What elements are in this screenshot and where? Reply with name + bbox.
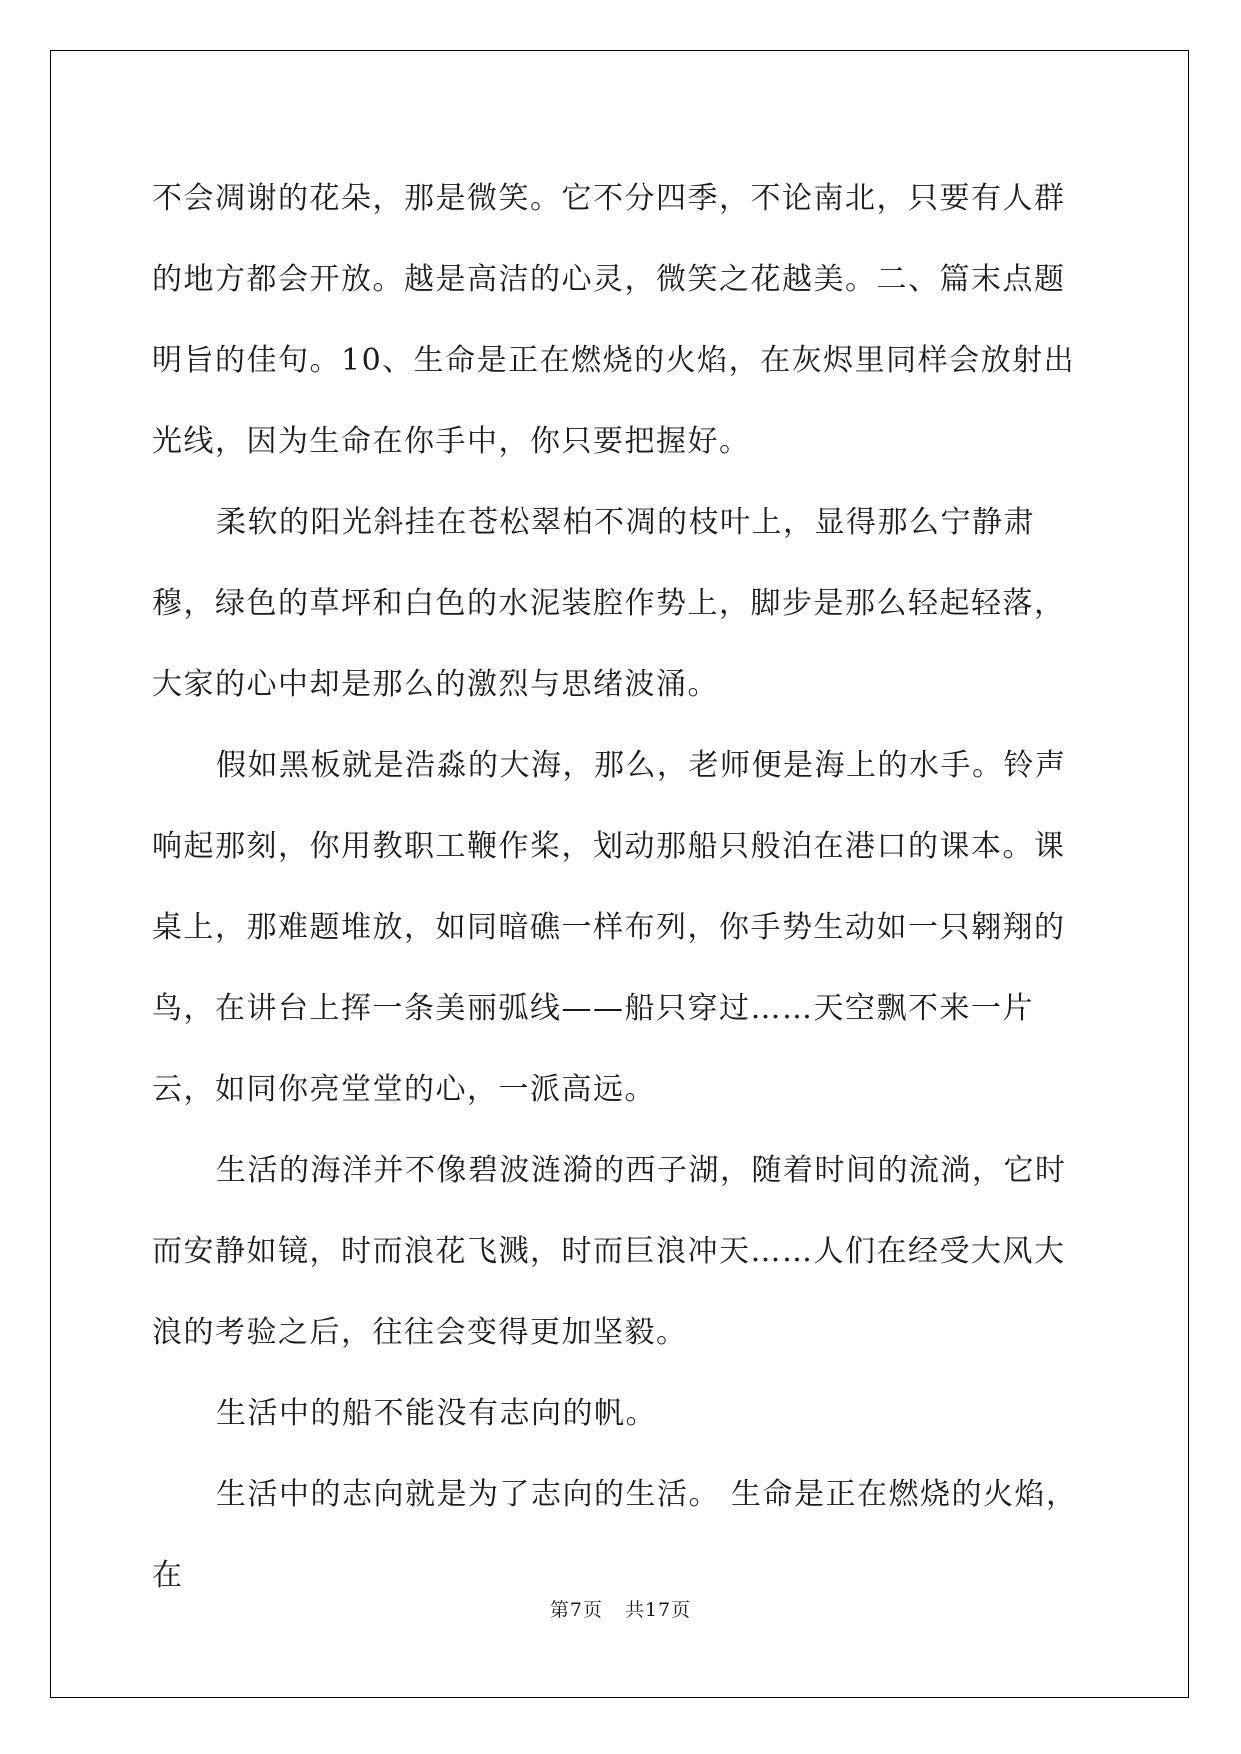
paragraph-5: 生活中的船不能没有志向的帆。 xyxy=(216,1396,657,1431)
paragraph-2: 柔软的阳光斜挂在苍松翠柏不凋的枝叶上，显得那么宁静肃穆，绿色的草坪和白色的水泥装腔作势上，脚步是那么轻起轻落，大家的心中却是那么的激烈与思绪波涌。 xyxy=(152,505,1066,702)
document-body xyxy=(152,158,1087,1616)
paragraph-3: 假如黑板就是浩淼的大海，那么，老师便是海上的水手。铃声响起那刻，你用教职工鞭作桨，划动那船只般泊在港口的课本。课桌上，那难题堆放，如同暗礁一样布列，你手势生动如一只翱翔的鸟，在讲台上挥一条美丽弧线——船只穿过……天空飘不来一片云，如同你亮堂堂的心，一派高远。 xyxy=(152,748,1067,1107)
paragraph-6: 生活中的志向就是为了志向的生活。 生命是正在燃烧的火焰，在 xyxy=(152,1477,1078,1593)
page-footer xyxy=(0,1595,1241,1622)
paragraph-1: 不会凋谢的花朵，那是微笑。它不分四季，不论南北，只要有人群的地方都会开放。越是高洁的心灵，微笑之花越美。二、篇末点题明旨的佳句。10、生命是正在燃烧的火焰，在灰烬里同样会放射出光线，因为生命在你手中，你只要把握好。 xyxy=(152,181,1076,459)
paragraph-4: 生活的海洋并不像碧波涟漪的西子湖，随着时间的流淌，它时而安静如镜，时而浪花飞溅，时而巨浪冲天……人们在经受大风大浪的考验之后，往往会变得更加坚毅。 xyxy=(152,1153,1067,1350)
page-total: 共17页 xyxy=(624,1599,692,1621)
page-number: 第7页 xyxy=(549,1599,603,1621)
